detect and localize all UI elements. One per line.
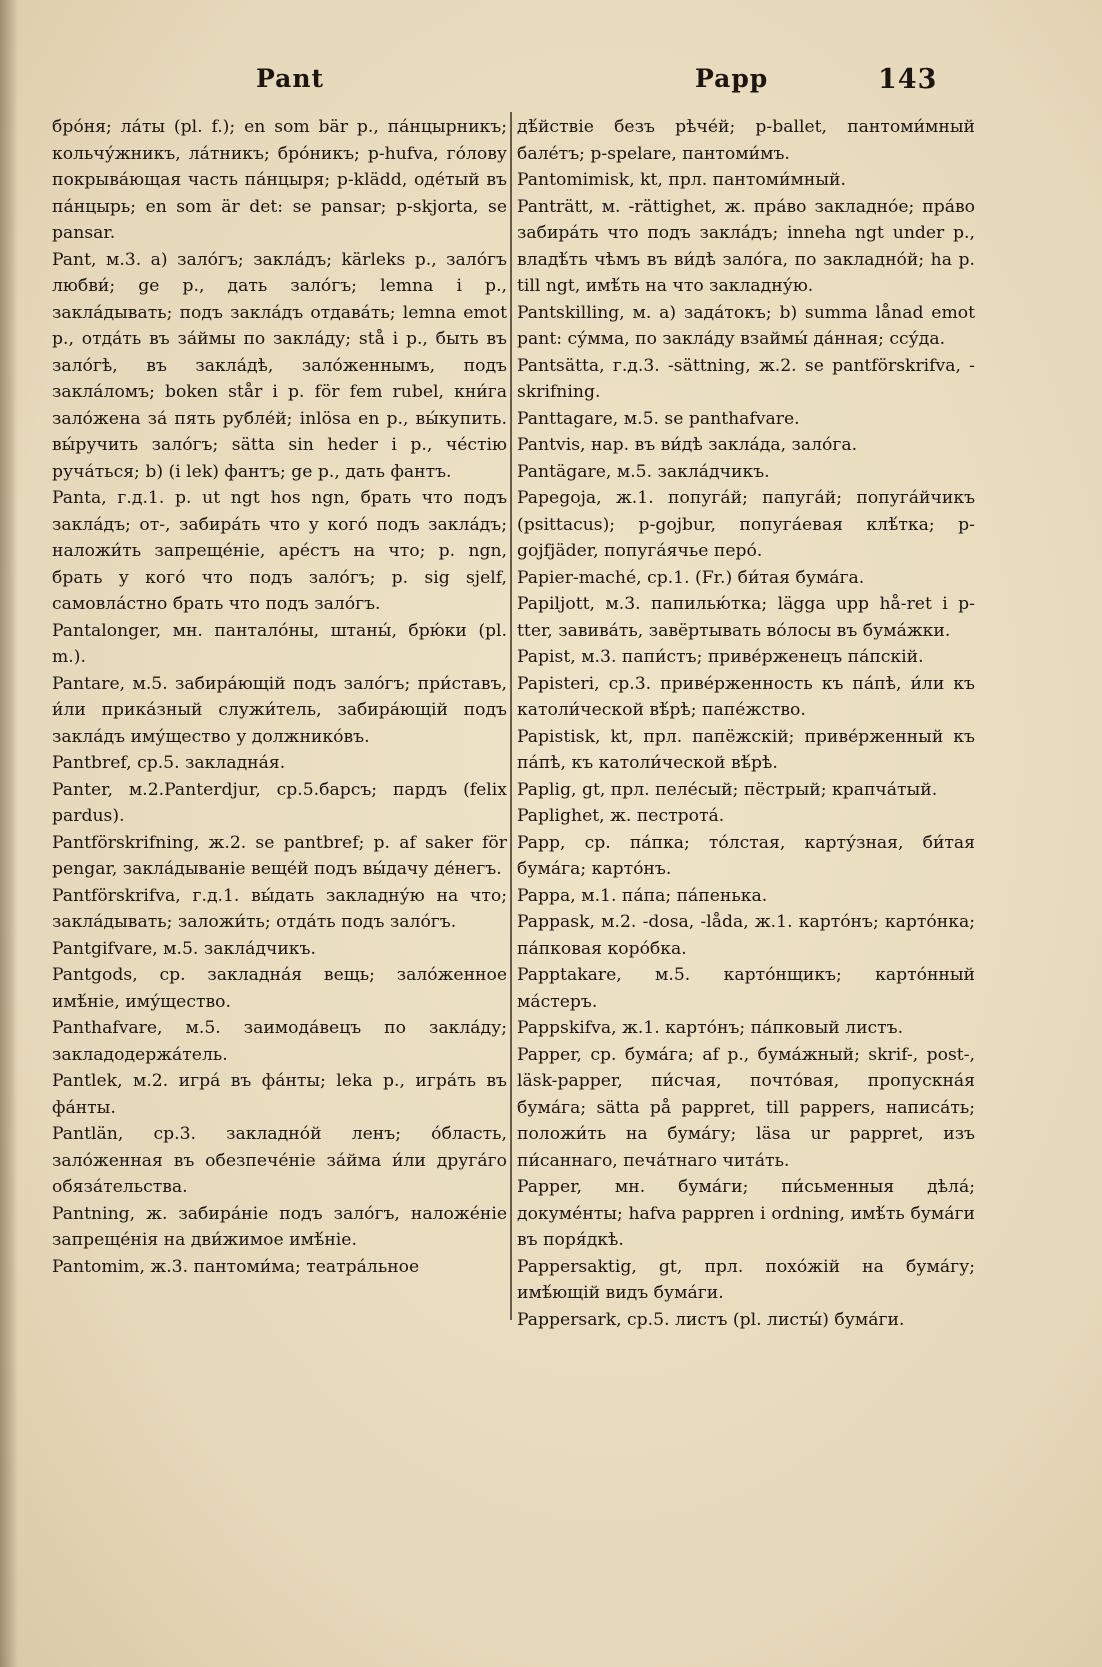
dictionary-entry: Pantomim, ж.3. пантоми́ма; театра́льное bbox=[52, 1256, 420, 1277]
dictionary-entry: Pappa, м.1. па́па; па́пенька. bbox=[517, 885, 768, 906]
dictionary-entry: Pantomimisk, kt, прл. пантоми́мный. bbox=[517, 170, 846, 190]
dictionary-entry: Pantförskrifning, ж.2. se pantbref; p. af saker för pengar, закла́дываніе веще́й подъ вы́дачу де́негъ. bbox=[52, 832, 507, 879]
dictionary-entry: Pantägare, м.5. закла́дчикъ. bbox=[517, 461, 770, 482]
dictionary-entry: Pantare, м.5. забира́ющій подъ зало́гъ; при́ставъ, и́ли прика́зный служи́тель, забира́ющій подъ закла́дъ иму́щество у должнико́въ. bbox=[52, 673, 507, 747]
page-number: 143 bbox=[878, 64, 938, 95]
dictionary-entry: бро́ня; ла́ты (pl. f.); en som bär p., па́нцырникъ; кольчу́жникъ, ла́тникъ; бро́никъ; p-hufva, го́лову покрыва́ющая часть па́нцыря; p-klädd, оде́тый въ па́нцырь; en som är det: se pansar; p-skjorta, se pansar. bbox=[52, 117, 507, 243]
dictionary-entry: Pantsätta, г.д.3. -sättning, ж.2. se pantförskrifva, -skrifning. bbox=[517, 355, 975, 402]
dictionary-entry: Pantskilling, м. a) зада́токъ; b) summa lånad emot pant: су́мма, по закла́ду взаймы́ да́нная; ссу́да. bbox=[517, 302, 975, 349]
dictionary-entry: Papper, мн. бума́ги; пи́сьменныя дѣла́; докуме́нты; hafva pappren i ordning, имѣ́ть бума́ги въ поря́дкѣ. bbox=[517, 1177, 975, 1250]
dictionary-entry: Papier-maché, ср.1. (Fr.) би́тая бума́га. bbox=[517, 567, 865, 588]
binding-gutter bbox=[0, 0, 18, 1667]
dictionary-entry: Pappask, м.2. -dosa, -låda, ж.1. карто́нъ; карто́нка; па́пковая коро́бка. bbox=[517, 912, 975, 959]
header-guide-word-right: Papp bbox=[695, 64, 769, 93]
dictionary-entry: Panthafvare, м.5. заимода́вецъ по закла́ду; закладодержа́тель. bbox=[52, 1018, 507, 1065]
dictionary-entry: Pantförskrifva, г.д.1. вы́дать закладну́ю на что; закла́дывать; заложи́ть; отда́ть подъ зало́гъ. bbox=[52, 885, 507, 932]
dictionary-entry: Papp, ср. па́пка; то́лстая, карту́зная, би́тая бума́га; карто́нъ. bbox=[517, 832, 975, 879]
dictionary-entry: Papegoja, ж.1. попуга́й; папуга́й; попуга́йчикъ (psittacus); p-gojbur, попуга́евая клѣ́тка; p-gojfjäder, попуга́ячье перо́. bbox=[517, 488, 975, 561]
dictionary-entry: Panta, г.д.1. p. ut ngt hos ngn, брать что подъ закла́дъ; от-, забира́ть что у кого́ подъ закла́дъ; наложи́ть запреще́ніе, аре́стъ на что; p. ngn, брать у кого́ что подъ зало́гъ; p. sig sjelf, самовла́стно брать что подъ зало́гъ. bbox=[52, 488, 507, 614]
dictionary-entry: Pappersark, ср.5. листъ (pl. листы́) бума́ги. bbox=[517, 1309, 905, 1330]
page-header bbox=[0, 64, 1102, 98]
dictionary-entry: Pantning, ж. забира́ніе подъ зало́гъ, наложе́ніе запреще́нія на дви́жимое имѣ́ніе. bbox=[52, 1203, 507, 1250]
dictionary-entry: Pantvis, нар. въ ви́дѣ закла́да, зало́га. bbox=[517, 435, 858, 455]
dictionary-entry: Papper, ср. бума́га; af p., бума́жный; skrif-, post-, läsk-papper, пи́счая, почто́вая, пропускна́я бума́га; sätta på pappret, till pappers, написа́ть; положи́ть на бума́гу; läsa ur pappret, изъ пи́саннаго, печа́тнаго чита́ть. bbox=[517, 1044, 975, 1171]
dictionary-entry: Pantgods, ср. закладна́я вещь; зало́женное имѣ́ніе, иму́щество. bbox=[52, 965, 507, 1012]
dictionary-entry: Paplighet, ж. пестрота́. bbox=[517, 806, 725, 826]
right-column bbox=[517, 114, 975, 1333]
dictionary-entry: Papptakare, м.5. карто́нщикъ; карто́нный ма́стеръ. bbox=[517, 965, 975, 1012]
dictionary-entry: Panttagare, м.5. se panthafvare. bbox=[517, 408, 800, 429]
dictionary-entry: Papistisk, kt, прл. папёжскій; приве́рженный къ па́пѣ, къ католи́ческой вѣ́рѣ. bbox=[517, 726, 975, 773]
header-guide-word-left: Pant bbox=[256, 64, 325, 93]
dictionary-entry: Pantalonger, мн. пантало́ны, штаны́, брю́ки (pl. m.). bbox=[52, 620, 507, 667]
dictionary-entry: Papist, м.3. папи́стъ; приве́рженецъ па́пскій. bbox=[517, 647, 924, 667]
dictionary-entry: дѣ́йствіе безъ рѣче́й; p-ballet, пантоми́мный бале́тъ; p-spelare, пантоми́мъ. bbox=[517, 117, 975, 164]
dictionary-entry: Papiljott, м.3. папилью́тка; lägga upp hå-ret i p-tter, завива́ть, завёртывать во́лосы въ бума́жки. bbox=[517, 594, 975, 641]
dictionary-entry: Pant, м.3. a) зало́гъ; закла́дъ; kärleks p., зало́гъ любви́; ge p., дать зало́гъ; lemna i p., закла́дывать; подъ закла́дъ отдава́ть; lemna emot p., отда́ть въ за́ймы по закла́ду; stå i p., быть въ зало́гѣ, въ закла́дѣ, зало́женнымъ, подъ закла́ломъ; boken står i p. för fem rubel, кни́га зало́жена за́ пять рубле́й; inlösa en p., вы́купить. вы́ручить зало́гъ; sätta sin heder i p., че́стію руча́ться; b) (i lek) фантъ; ge p., дать фантъ. bbox=[52, 249, 507, 482]
dictionary-entry: Pappersaktig, gt, прл. похо́жій на бума́гу; имѣ́ющій видъ бума́ги. bbox=[517, 1256, 975, 1303]
dictionary-entry: Panträtt, м. -rättighet, ж. пра́во закладно́е; пра́во забира́ть что подъ закла́дъ; inneha ngt under p., владѣ́ть чѣмъ въ ви́дѣ зало́га, по закладно́й; ha p. till ngt, имѣ́ть на что закладну́ю. bbox=[517, 196, 975, 296]
dictionary-entry: Papisteri, ср.3. приве́рженность къ па́пѣ, и́ли къ католи́ческой вѣ́рѣ; папе́жство. bbox=[517, 673, 975, 720]
left-column bbox=[52, 114, 507, 1280]
column-divider bbox=[510, 112, 512, 1320]
dictionary-entry: Pantlek, м.2. игра́ въ фа́нты; leka p., игра́ть въ фа́нты. bbox=[52, 1071, 507, 1118]
dictionary-entry: Pantgifvare, м.5. закла́дчикъ. bbox=[52, 938, 316, 959]
dictionary-entry: Pappskifva, ж.1. карто́нъ; па́пковый листъ. bbox=[517, 1018, 904, 1038]
dictionary-entry: Pantlän, ср.3. закладно́й ленъ; о́бласть, зало́женная въ обезпече́ніе за́йма и́ли друга́го обяза́тельства. bbox=[52, 1124, 507, 1197]
dictionary-entry: Paplig, gt, прл. пеле́сый; пёстрый; крапча́тый. bbox=[517, 779, 938, 800]
dictionary-entry: Pantbref, ср.5. закладна́я. bbox=[52, 753, 286, 773]
dictionary-entry: Panter, м.2.Panterdjur, ср.5.барсъ; пардъ (felix pardus). bbox=[52, 779, 507, 826]
